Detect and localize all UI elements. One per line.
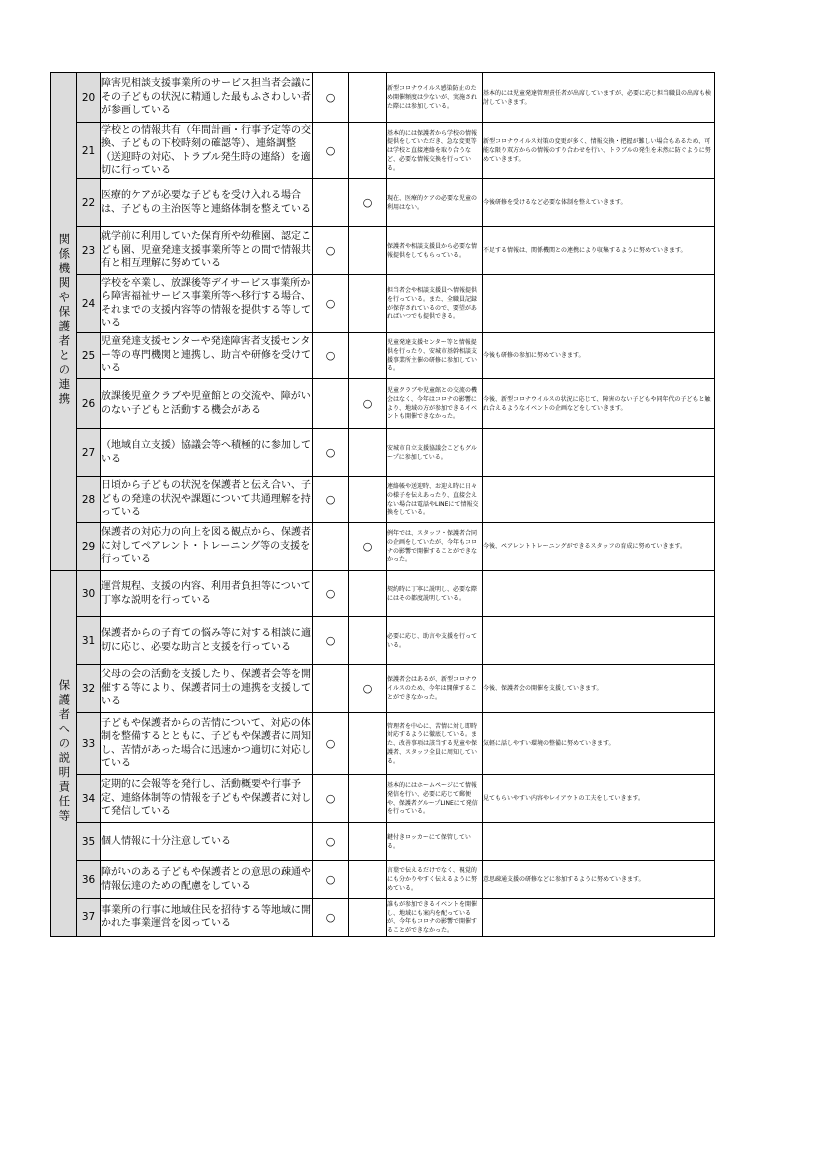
- improvement-plan-cell: [483, 179, 715, 227]
- status-note: 契約時に丁寧に説明し、必要な際にはその都度説明している。: [387, 585, 478, 602]
- item-text: 学校を卒業し、放課後等デイサービス事業所から障害福祉サービス事業所等へ移行する場合、それまでの支援内容等の情報を提供する等している: [101, 277, 311, 329]
- item-text: 父母の会の活動を支援したり、保護者会等を開催する等により、保護者同士の連携を支援している: [101, 669, 311, 708]
- no-mark-cell: [349, 665, 387, 713]
- item-number-cell: [77, 861, 101, 899]
- table-row: [51, 179, 715, 227]
- no-mark-cell: [349, 823, 387, 861]
- item-text-cell: [101, 823, 313, 861]
- status-note-cell: [387, 179, 483, 227]
- table-row: [51, 333, 715, 379]
- item-text: 定期的に会報等を発行し、活動概要や行事予定、連絡体制等の情報を子どもや保護者に対して発信している: [101, 779, 311, 818]
- no-mark-cell: [349, 333, 387, 379]
- item-number: 22: [81, 196, 96, 209]
- improvement-plan: 基本的には児童発達管理責任者が出席していますが、必要に応じ担当職員の出席も検討していきます。: [483, 89, 712, 106]
- status-note-cell: [387, 275, 483, 333]
- status-note: 必要に応じ、助言や支援を行っている。: [387, 632, 478, 649]
- table-row: [51, 523, 715, 571]
- status-note-cell: [387, 665, 483, 713]
- no-mark-cell: [349, 275, 387, 333]
- item-text: 学校との情報共有（年間計画・行事予定等の交換、子どもの下校時刻の確認等）、連絡調整（送迎時の対応、トラブル発生時の連絡）を適切に行っている: [101, 124, 311, 176]
- yes-mark-cell: [313, 823, 349, 861]
- item-number: 25: [81, 349, 96, 362]
- improvement-plan: 今後、保護者会の開催を支援していきます。: [483, 685, 603, 693]
- improvement-plan: [483, 640, 714, 642]
- improvement-plan: 今後、新型コロナウイルスの状況に応じて、障害のない子どもや同年代の子どもと触れ合えるようなイベントの企画などをしていきます。: [483, 395, 711, 412]
- table-row: [51, 775, 715, 823]
- item-number: 35: [81, 835, 96, 848]
- status-note-cell: [387, 823, 483, 861]
- no-mark-cell: [349, 571, 387, 617]
- status-note: 誰もが参加できるイベントを開催し、地域にも案内を配っているが、今年もコロナの影響で開催することができなかった。: [387, 901, 478, 935]
- no-mark: ○: [362, 397, 373, 410]
- improvement-plan: 今後も研修の参加に努めていきます。: [483, 352, 585, 360]
- status-note-cell: [387, 899, 483, 937]
- improvement-plan: [483, 841, 714, 843]
- yes-mark-cell: [313, 477, 349, 523]
- item-number: 23: [81, 244, 96, 257]
- status-note: 児童クラブや児童館との交流の機会はなく、今年はコロナの影響により、地域の方が参加できるイベントも開催できなかった。: [387, 387, 478, 421]
- improvement-plan: 気軽に話しやすい環境の整備に努めていきます。: [483, 740, 615, 748]
- yes-mark: ○: [325, 446, 336, 459]
- item-number-cell: [77, 333, 101, 379]
- table-row: [51, 617, 715, 665]
- status-note-cell: [387, 571, 483, 617]
- item-text: 保護者からの子育ての悩み等に対する相談に適切に応じ、必要な助言と支援を行っている: [101, 628, 311, 653]
- status-note: 基本的には保護者から学校の情報提供をしていただき、急な変更等は学校と直接連絡を取り合うなど、必要な情報交換を行っている。: [387, 129, 478, 172]
- table-row: [51, 571, 715, 617]
- improvement-plan: 今後研修を受けるなど必要な体制を整えていきます。: [483, 199, 627, 207]
- status-note-cell: [387, 713, 483, 775]
- yes-mark-cell: [313, 665, 349, 713]
- improvement-plan-cell: [483, 73, 715, 123]
- status-note: 新型コロナウイルス感染防止のため開催頻度は少ないが、実施された際には参加している。: [387, 85, 478, 110]
- status-note: 現在、医療的ケアの必要な児童の利用はない。: [387, 194, 478, 211]
- improvement-plan: [483, 452, 714, 454]
- yes-mark-cell: [313, 379, 349, 429]
- table-row: [51, 275, 715, 333]
- item-number: 30: [81, 587, 96, 600]
- yes-mark: ○: [325, 910, 336, 924]
- item-text-cell: [101, 123, 313, 179]
- yes-mark-cell: [313, 429, 349, 477]
- item-text-cell: [101, 617, 313, 665]
- improvement-plan: [483, 499, 714, 501]
- item-number: 34: [81, 792, 96, 805]
- no-mark-cell: [349, 227, 387, 275]
- table-row: [51, 429, 715, 477]
- yes-mark: ○: [325, 144, 336, 157]
- evaluation-table: [50, 72, 715, 937]
- item-text: 放課後児童クラブや児童館との交流や、障がいのない子どもと活動する機会がある: [101, 391, 311, 416]
- improvement-plan-cell: [483, 775, 715, 823]
- improvement-plan-cell: [483, 861, 715, 899]
- status-note: 基本的にはホームページにて情報発信を行い、必要に応じて郵便や、保護者グループLINEにて発信を行っている。: [387, 782, 478, 816]
- no-mark-cell: [349, 617, 387, 665]
- item-text: 障がいのある子どもや保護者との意思の疎通や情報伝達のための配慮をしている: [101, 867, 311, 892]
- improvement-plan-cell: [483, 899, 715, 937]
- improvement-plan-cell: [483, 823, 715, 861]
- improvement-plan-cell: [483, 123, 715, 179]
- item-text-cell: [101, 775, 313, 823]
- no-mark-cell: [349, 523, 387, 571]
- yes-mark-cell: [313, 571, 349, 617]
- status-note: 安城市自立支援協議会こどもグループに参加している。: [387, 444, 477, 461]
- improvement-plan-cell: [483, 275, 715, 333]
- item-number: 20: [81, 91, 96, 104]
- no-mark-cell: [349, 429, 387, 477]
- improvement-plan: [483, 303, 714, 305]
- item-text-cell: [101, 179, 313, 227]
- item-text-cell: [101, 899, 313, 937]
- no-mark-cell: [349, 123, 387, 179]
- improvement-plan-cell: [483, 665, 715, 713]
- no-mark-cell: [349, 379, 387, 429]
- yes-mark-cell: [313, 73, 349, 123]
- yes-mark-cell: [313, 227, 349, 275]
- table-row: [51, 713, 715, 775]
- item-text-cell: [101, 861, 313, 899]
- improvement-plan-cell: [483, 713, 715, 775]
- item-number: 33: [81, 737, 96, 750]
- table-row: [51, 823, 715, 861]
- item-number-cell: [77, 617, 101, 665]
- improvement-plan: 不足する情報は、関係機関との連携により収集するように努めていきます。: [483, 247, 687, 255]
- status-note: 保護者会はあるが、新型コロナウイルスのため、今年は開催することができなかった。: [387, 676, 478, 701]
- item-text-cell: [101, 333, 313, 379]
- table-row: [51, 73, 715, 123]
- item-text-cell: [101, 523, 313, 571]
- no-mark-cell: [349, 861, 387, 899]
- status-note: 管理者を中心に、苦情に対し即時対応するように徹底している。また、改善事項は該当する児童や保護者、スタッフ全員に周知している。: [387, 722, 478, 765]
- item-text: 保護者の対応力の向上を図る観点から、保護者に対してペアレント・トレーニング等の支援を行っている: [101, 527, 311, 566]
- item-number: 24: [81, 297, 96, 310]
- category-label: 関係機関や保護者との連携: [57, 232, 72, 407]
- item-text-cell: [101, 665, 313, 713]
- table-row: [51, 477, 715, 523]
- item-number: 26: [81, 397, 96, 410]
- improvement-plan-cell: [483, 617, 715, 665]
- improvement-plan-cell: [483, 333, 715, 379]
- improvement-plan: 見てもらいやすい内容やレイアウトの工夫をしていきます。: [483, 795, 645, 803]
- item-text: 日頃から子どもの状況を保護者と伝え合い、子どもの発達の状況や課題について共通理解を持っている: [101, 480, 311, 519]
- no-mark-cell: [349, 775, 387, 823]
- no-mark-cell: [349, 179, 387, 227]
- yes-mark-cell: [313, 333, 349, 379]
- status-note-cell: [387, 333, 483, 379]
- yes-mark-cell: [313, 713, 349, 775]
- item-number-cell: [77, 571, 101, 617]
- item-text-cell: [101, 713, 313, 775]
- yes-mark: ○: [325, 873, 336, 886]
- no-mark-cell: [349, 713, 387, 775]
- item-number-cell: [77, 275, 101, 333]
- item-number-cell: [77, 429, 101, 477]
- item-number-cell: [77, 899, 101, 937]
- item-number-cell: [77, 477, 101, 523]
- no-mark-cell: [349, 73, 387, 123]
- yes-mark: ○: [325, 91, 336, 104]
- item-number-cell: [77, 179, 101, 227]
- yes-mark: ○: [325, 792, 336, 805]
- improvement-plan-cell: [483, 523, 715, 571]
- yes-mark: ○: [325, 493, 336, 506]
- item-number-cell: [77, 523, 101, 571]
- item-number-cell: [77, 227, 101, 275]
- item-number-cell: [77, 379, 101, 429]
- improvement-plan: [483, 593, 714, 595]
- no-mark: ○: [362, 196, 373, 209]
- improvement-plan-cell: [483, 227, 715, 275]
- no-mark-cell: [349, 477, 387, 523]
- item-text-cell: [101, 379, 313, 429]
- status-note: 連絡帳や送迎時、お迎え時に日々の様子を伝えあったり、直接会えない場合は電話やLINEにて情報交換をしている。: [387, 483, 479, 517]
- yes-mark-cell: [313, 123, 349, 179]
- category-accountability: [51, 571, 77, 937]
- yes-mark-cell: [313, 899, 349, 937]
- status-note-cell: [387, 477, 483, 523]
- table-row: [51, 861, 715, 899]
- yes-mark-cell: [313, 523, 349, 571]
- improvement-plan: 意思疎通支援の研修などに参加するように努めていきます。: [483, 876, 645, 884]
- status-note-cell: [387, 861, 483, 899]
- item-text: 個人情報に十分注意している: [101, 835, 231, 847]
- yes-mark: ○: [325, 244, 336, 257]
- yes-mark: ○: [325, 835, 336, 848]
- status-note-cell: [387, 73, 483, 123]
- improvement-plan: [483, 916, 714, 918]
- item-text: 事業所の行事に地域住民を招待する等地域に開かれた事業運営を図っている: [101, 904, 311, 930]
- item-number-cell: [77, 775, 101, 823]
- item-text: 障害児相談支援事業所のサービス担当者会議にその子どもの状況に精通した最もふさわしい者が参画している: [101, 78, 311, 117]
- table-row: [51, 379, 715, 429]
- status-note-cell: [387, 429, 483, 477]
- yes-mark: ○: [325, 737, 336, 750]
- yes-mark-cell: [313, 861, 349, 899]
- item-number-cell: [77, 665, 101, 713]
- item-text-cell: [101, 227, 313, 275]
- status-note: 児童発達支援センター等と情報提供を行ったり、安城市基幹相談支援事業所主催の研修に参加している。: [387, 339, 478, 373]
- item-number-cell: [77, 123, 101, 179]
- item-text-cell: [101, 571, 313, 617]
- no-mark-cell: [349, 899, 387, 937]
- item-number-cell: [77, 713, 101, 775]
- item-text: 運営規程、支援の内容、利用者負担等について丁寧な説明を行っている: [101, 581, 311, 606]
- status-note: 鍵付きロッカーにて保管している。: [387, 833, 471, 850]
- item-number-cell: [77, 73, 101, 123]
- table-row: [51, 123, 715, 179]
- category-label: 保護者への説明責任等: [57, 678, 72, 824]
- item-text: （地域自立支援）協議会等へ積極的に参加している: [101, 440, 311, 465]
- status-note-cell: [387, 617, 483, 665]
- item-number: 21: [81, 144, 96, 157]
- status-note-cell: [387, 123, 483, 179]
- item-text: 児童発達支援センターや発達障害者支援センター等の専門機関と連携し、助言や研修を受けている: [101, 336, 311, 375]
- yes-mark: ○: [325, 587, 336, 600]
- improvement-plan-cell: [483, 571, 715, 617]
- item-text-cell: [101, 275, 313, 333]
- item-number: 32: [81, 682, 96, 695]
- improvement-plan-cell: [483, 429, 715, 477]
- item-number: 27: [81, 446, 96, 459]
- status-note-cell: [387, 523, 483, 571]
- yes-mark: ○: [325, 297, 336, 310]
- status-note: 担当者会や相談支援員へ情報提供を行っている。また、全職員記録が保存されているので、要望があればいつでも提供できる。: [387, 287, 478, 321]
- item-number-cell: [77, 823, 101, 861]
- item-number: 31: [81, 634, 96, 647]
- item-text-cell: [101, 477, 313, 523]
- item-text: 子どもや保護者からの苦情について、対応の体制を整備するとともに、子どもや保護者に周知し、苦情があった場合に迅速かつ適切に対応している: [101, 717, 311, 769]
- status-note-cell: [387, 775, 483, 823]
- category-cooperation: [51, 73, 77, 571]
- no-mark: ○: [362, 540, 373, 553]
- status-note-cell: [387, 379, 483, 429]
- improvement-plan-cell: [483, 379, 715, 429]
- status-note: 例年では、スタッフ・保護者合同の企画をしていたが、今年もコロナの影響で開催することができなかった。: [387, 530, 478, 564]
- no-mark: ○: [362, 682, 373, 695]
- yes-mark-cell: [313, 275, 349, 333]
- table-row: [51, 899, 715, 937]
- yes-mark-cell: [313, 617, 349, 665]
- yes-mark-cell: [313, 179, 349, 227]
- item-number: 36: [81, 873, 96, 886]
- improvement-plan: 新型コロナウイルス対策の変更が多く、情報交換・把握が難しい場合もあるため、可能な限り双方からの情報のすり合わせを行い、トラブルの発生を未然に防ぐように努めていきます。: [483, 138, 711, 163]
- status-note: 言葉で伝えるだけでなく、視覚的にも分かりやすく伝えるように努めている。: [387, 867, 478, 892]
- item-number: 37: [81, 911, 96, 924]
- yes-mark: ○: [325, 349, 336, 362]
- item-number: 28: [81, 493, 96, 506]
- item-number: 29: [81, 540, 96, 553]
- improvement-plan: 今後、ペアレントトレーニングができるスタッフの育成に努めていきます。: [483, 543, 687, 551]
- item-text: 医療的ケアが必要な子どもを受け入れる場合は、子どもの主治医等と連絡体制を整えている: [101, 190, 311, 215]
- yes-mark: ○: [325, 634, 336, 647]
- improvement-plan-cell: [483, 477, 715, 523]
- table-row: [51, 665, 715, 713]
- table-row: [51, 227, 715, 275]
- status-note: 保護者や相談支援員から必要な情報提供をしてもらっている。: [387, 242, 478, 259]
- item-text-cell: [101, 429, 313, 477]
- item-text: 就学前に利用していた保育所や幼稚園、認定こども園、児童発達支援事業所等との間で情報共有と相互理解に努めている: [101, 231, 311, 270]
- yes-mark-cell: [313, 775, 349, 823]
- status-note-cell: [387, 227, 483, 275]
- item-text-cell: [101, 73, 313, 123]
